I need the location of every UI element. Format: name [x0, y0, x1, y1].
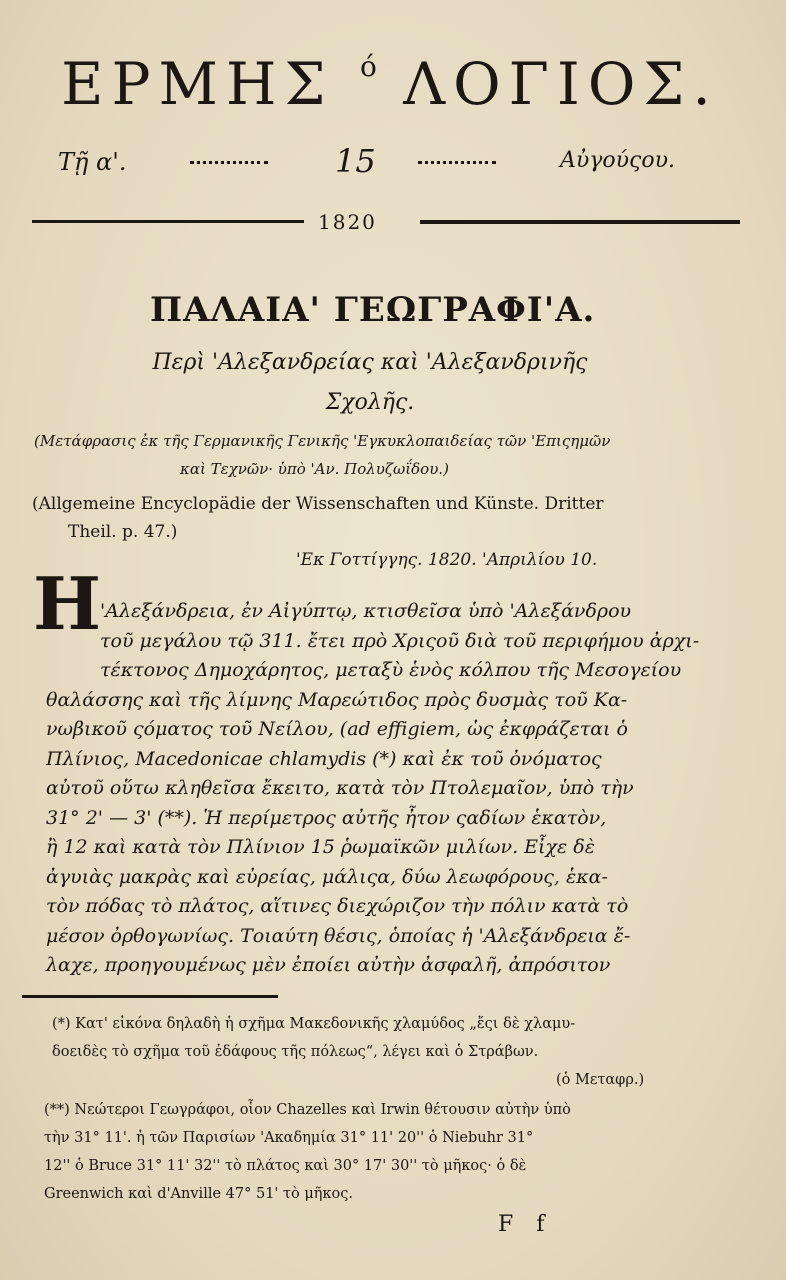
footnote-2-line-2: τὴν 31° 11'. ἡ τῶν Παρισίων 'Ακαδημία 31° 11' 20'' ὁ Niebuhr 31°: [44, 1130, 534, 1146]
masthead-article: ό: [359, 50, 377, 83]
body-line: μέσον ὀρθογωνίως. Τοιαύτη θέσις, ὁποίας ἡ 'Αλεξάνδρεια ἔ-: [46, 924, 631, 947]
body-line: Πλίνιος, Macedonicae chlamydis (*) καὶ ἐκ τοῦ ὀνόματος: [46, 747, 602, 770]
body-line: ἢ 12 καὶ κατὰ τὸν Πλίνιον 15 ῥωμαϊκῶν μιλίων. Εἶχε δὲ: [46, 836, 595, 858]
body-line: νωβικοῦ ςόματος τοῦ Νείλου, (ad effigiem, ὡς ἐκφράζεται ὁ: [46, 718, 628, 740]
source-german-2: Theil. p. 47.): [68, 522, 178, 542]
ornament-left: [190, 158, 268, 166]
body-line: θαλάσσης καὶ τῆς λίμνης Μαρεώτιδος πρὸς δυσμὰς τοῦ Κα-: [46, 688, 628, 711]
header-rule-right: [420, 220, 740, 224]
issue-year: 1820: [318, 210, 377, 234]
printer-signature: F f: [498, 1212, 553, 1237]
masthead-right: ΛΟΓΙΟΣ.: [403, 50, 719, 118]
body-line: 31° 2' — 3' (**). Ἡ περίμετρος αὐτῆς ἦτον ςαδίων ἑκατὸν,: [46, 806, 607, 829]
article-subtitle-2: Σχολῆς.: [325, 390, 415, 415]
source-german-1: (Allgemeine Encyclopädie der Wissenschaften und Künste. Dritter: [32, 494, 604, 514]
source-greek-2: καὶ Τεχνῶν· ὑπὸ 'Αν. Πολυζωΐδου.): [180, 460, 449, 478]
body-line: τὸν πόδας τὸ πλάτος, αἵτινες διεχώριζον τὴν πόλιν κατὰ τὸ: [46, 895, 629, 917]
body-line: 'Αλεξάνδρεια, ἐν Αἰγύπτῳ, κτισθεῖσα ὑπὸ 'Αλεξάνδρου: [100, 600, 632, 622]
footnote-1-line-2: δοειδὲς τὸ σχῆμα τοῦ ἐδάφους τῆς πόλεως“, λέγει καὶ ὁ Στράβων.: [52, 1044, 539, 1060]
body-line: ἀγυιὰς μακρὰς καὶ εὐρείας, μάλιςα, δύω λεωφόρους, ἑκα-: [46, 865, 608, 888]
masthead: [30, 50, 750, 118]
body-line: λαχε, προηγουμένως μὲν ἐποίει αὐτὴν ἀσφαλῆ, ἀπρόσιτον: [46, 954, 611, 976]
article-title: ΠΑΛΑΙΑ' ΓΕΩΓΡΑΦΙ'Α.: [150, 290, 596, 330]
body-line: τέκτονος Δημοχάρητος, μεταξὺ ἑνὸς κόλπου τῆς Μεσογείου: [100, 659, 682, 681]
body-line: αὐτοῦ οὕτω κληθεῖσα ἔκειτο, κατὰ τὸν Πτολεμαῖον, ὑπὸ τὴν: [46, 777, 634, 799]
dateline: 'Εκ Γοττίγγης. 1820. 'Απριλίου 10.: [296, 550, 598, 570]
footnote-1-attribution: (ὁ Μεταφρ.): [556, 1072, 645, 1088]
footnote-1-line-1: (*) Κατ' εἰκόνα δηλαδὴ ἡ σχῆμα Μακεδονικῆς χλαμύδος „ἔςι δὲ χλαμυ-: [52, 1016, 576, 1032]
masthead-left: ΕΡΜΗΣ: [61, 50, 334, 118]
drop-cap: Η: [33, 561, 102, 646]
footnote-2-line-3: 12'' ὁ Bruce 31° 11' 32'' τὸ πλάτος καὶ 30° 17' 30'' τὸ μῆκος· ὁ δὲ: [44, 1158, 527, 1174]
source-greek-1: (Μετάφρασις ἐκ τῆς Γερμανικῆς Γενικῆς 'Εγκυκλοπαιδείας τῶν 'Επιςημῶν: [34, 432, 611, 450]
body-line: τοῦ μεγάλου τῷ 311. ἔτει πρὸ Χριςοῦ διὰ τοῦ περιφήμου ἀρχι-: [100, 629, 700, 652]
article-subtitle-1: Περὶ 'Αλεξανδρείας καὶ 'Αλεξανδρινῆς: [152, 350, 588, 375]
issue-month: Αὐγούςου.: [560, 148, 675, 173]
ornament-right: [418, 158, 496, 166]
footnote-2-line-1: (**) Νεώτεροι Γεωγράφοι, οἷον Chazelles καὶ Irwin θέτουσιν αὐτὴν ὑπὸ: [44, 1102, 571, 1118]
header-rule-left: [32, 220, 304, 223]
footnote-2-line-4: Greenwich καὶ d'Anville 47° 51' τὸ μῆκος.: [44, 1186, 354, 1202]
page-number: 15: [335, 142, 376, 180]
footnote-rule: [22, 995, 278, 998]
issue-number: Τῇ α'.: [58, 148, 127, 176]
